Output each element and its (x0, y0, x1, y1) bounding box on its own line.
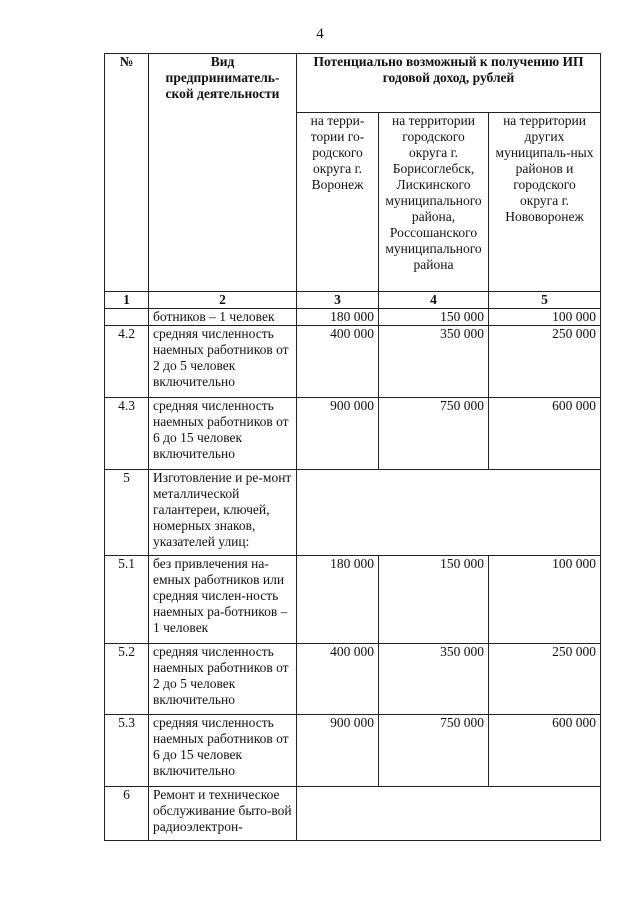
activity-cell: Ремонт и техническое обслуживание быто-вой радиоэлектрон- (149, 787, 297, 841)
table-row (105, 644, 601, 715)
table-row (105, 326, 601, 398)
header-voronezh: на терри-тории го-родского округа г. Воронеж (297, 113, 379, 292)
activity-cell: средняя численность наемных работников от 6 до 15 человек включительно (149, 715, 297, 787)
income-borisoglebsk: 150 000 (379, 556, 489, 644)
column-number: 1 (105, 292, 149, 309)
row-number: 5 (105, 470, 149, 556)
income-borisoglebsk: 750 000 (379, 715, 489, 787)
column-number: 3 (297, 292, 379, 309)
income-voronezh: 180 000 (297, 309, 379, 326)
row-number: 5.3 (105, 715, 149, 787)
row-number: 5.2 (105, 644, 149, 715)
income-table (104, 53, 601, 841)
activity-cell: средняя численность наемных работников от 6 до 15 человек включительно (149, 398, 297, 470)
column-number: 2 (149, 292, 297, 309)
income-voronezh: 180 000 (297, 556, 379, 644)
income-other: 250 000 (489, 326, 601, 398)
income-other: 100 000 (489, 309, 601, 326)
row-number: 4.3 (105, 398, 149, 470)
income-borisoglebsk: 150 000 (379, 309, 489, 326)
row-number: 6 (105, 787, 149, 841)
income-borisoglebsk: 350 000 (379, 644, 489, 715)
activity-cell: ботников – 1 человек (149, 309, 297, 326)
table-row (105, 398, 601, 470)
row-number: 4.2 (105, 326, 149, 398)
activity-cell: без привлечения на-емных работников или средняя числен-ность наемных ра-ботников – 1 человек (149, 556, 297, 644)
header-activity-type: Вид предприниматель-ской деятельности (149, 54, 297, 292)
table-row (105, 309, 601, 326)
table-row (105, 787, 601, 841)
income-borisoglebsk: 750 000 (379, 398, 489, 470)
table-row (105, 470, 601, 556)
row-number: 5.1 (105, 556, 149, 644)
table-row (105, 556, 601, 644)
income-voronezh: 400 000 (297, 326, 379, 398)
income-voronezh: 900 000 (297, 398, 379, 470)
row-number (105, 309, 149, 326)
activity-cell: средняя численность наемных работников от 2 до 5 человек включительно (149, 644, 297, 715)
income-other: 600 000 (489, 398, 601, 470)
header-borisoglebsk: на территории городского округа г. Борисоглебск, Лискинского муниципального района, Россошанского муниципального района (379, 113, 489, 292)
column-number: 4 (379, 292, 489, 309)
income-voronezh: 900 000 (297, 715, 379, 787)
empty-income-cell (297, 787, 601, 841)
header-income-group: Потенциально возможный к получению ИП годовой доход, рублей (297, 54, 601, 113)
income-other: 100 000 (489, 556, 601, 644)
table-row (105, 715, 601, 787)
income-voronezh: 400 000 (297, 644, 379, 715)
page-number: 4 (316, 26, 324, 42)
header-other-districts: на территории других муниципаль-ных районов и городского округа г. Нововоронеж (489, 113, 601, 292)
activity-cell: Изготовление и ре-монт металлической галантереи, ключей, номерных знаков, указателей улиц: (149, 470, 297, 556)
income-other: 600 000 (489, 715, 601, 787)
empty-income-cell (297, 470, 601, 556)
income-other: 250 000 (489, 644, 601, 715)
header-number: № (105, 54, 149, 292)
column-numbers-row (105, 292, 601, 309)
activity-cell: средняя численность наемных работников от 2 до 5 человек включительно (149, 326, 297, 398)
column-number: 5 (489, 292, 601, 309)
income-borisoglebsk: 350 000 (379, 326, 489, 398)
